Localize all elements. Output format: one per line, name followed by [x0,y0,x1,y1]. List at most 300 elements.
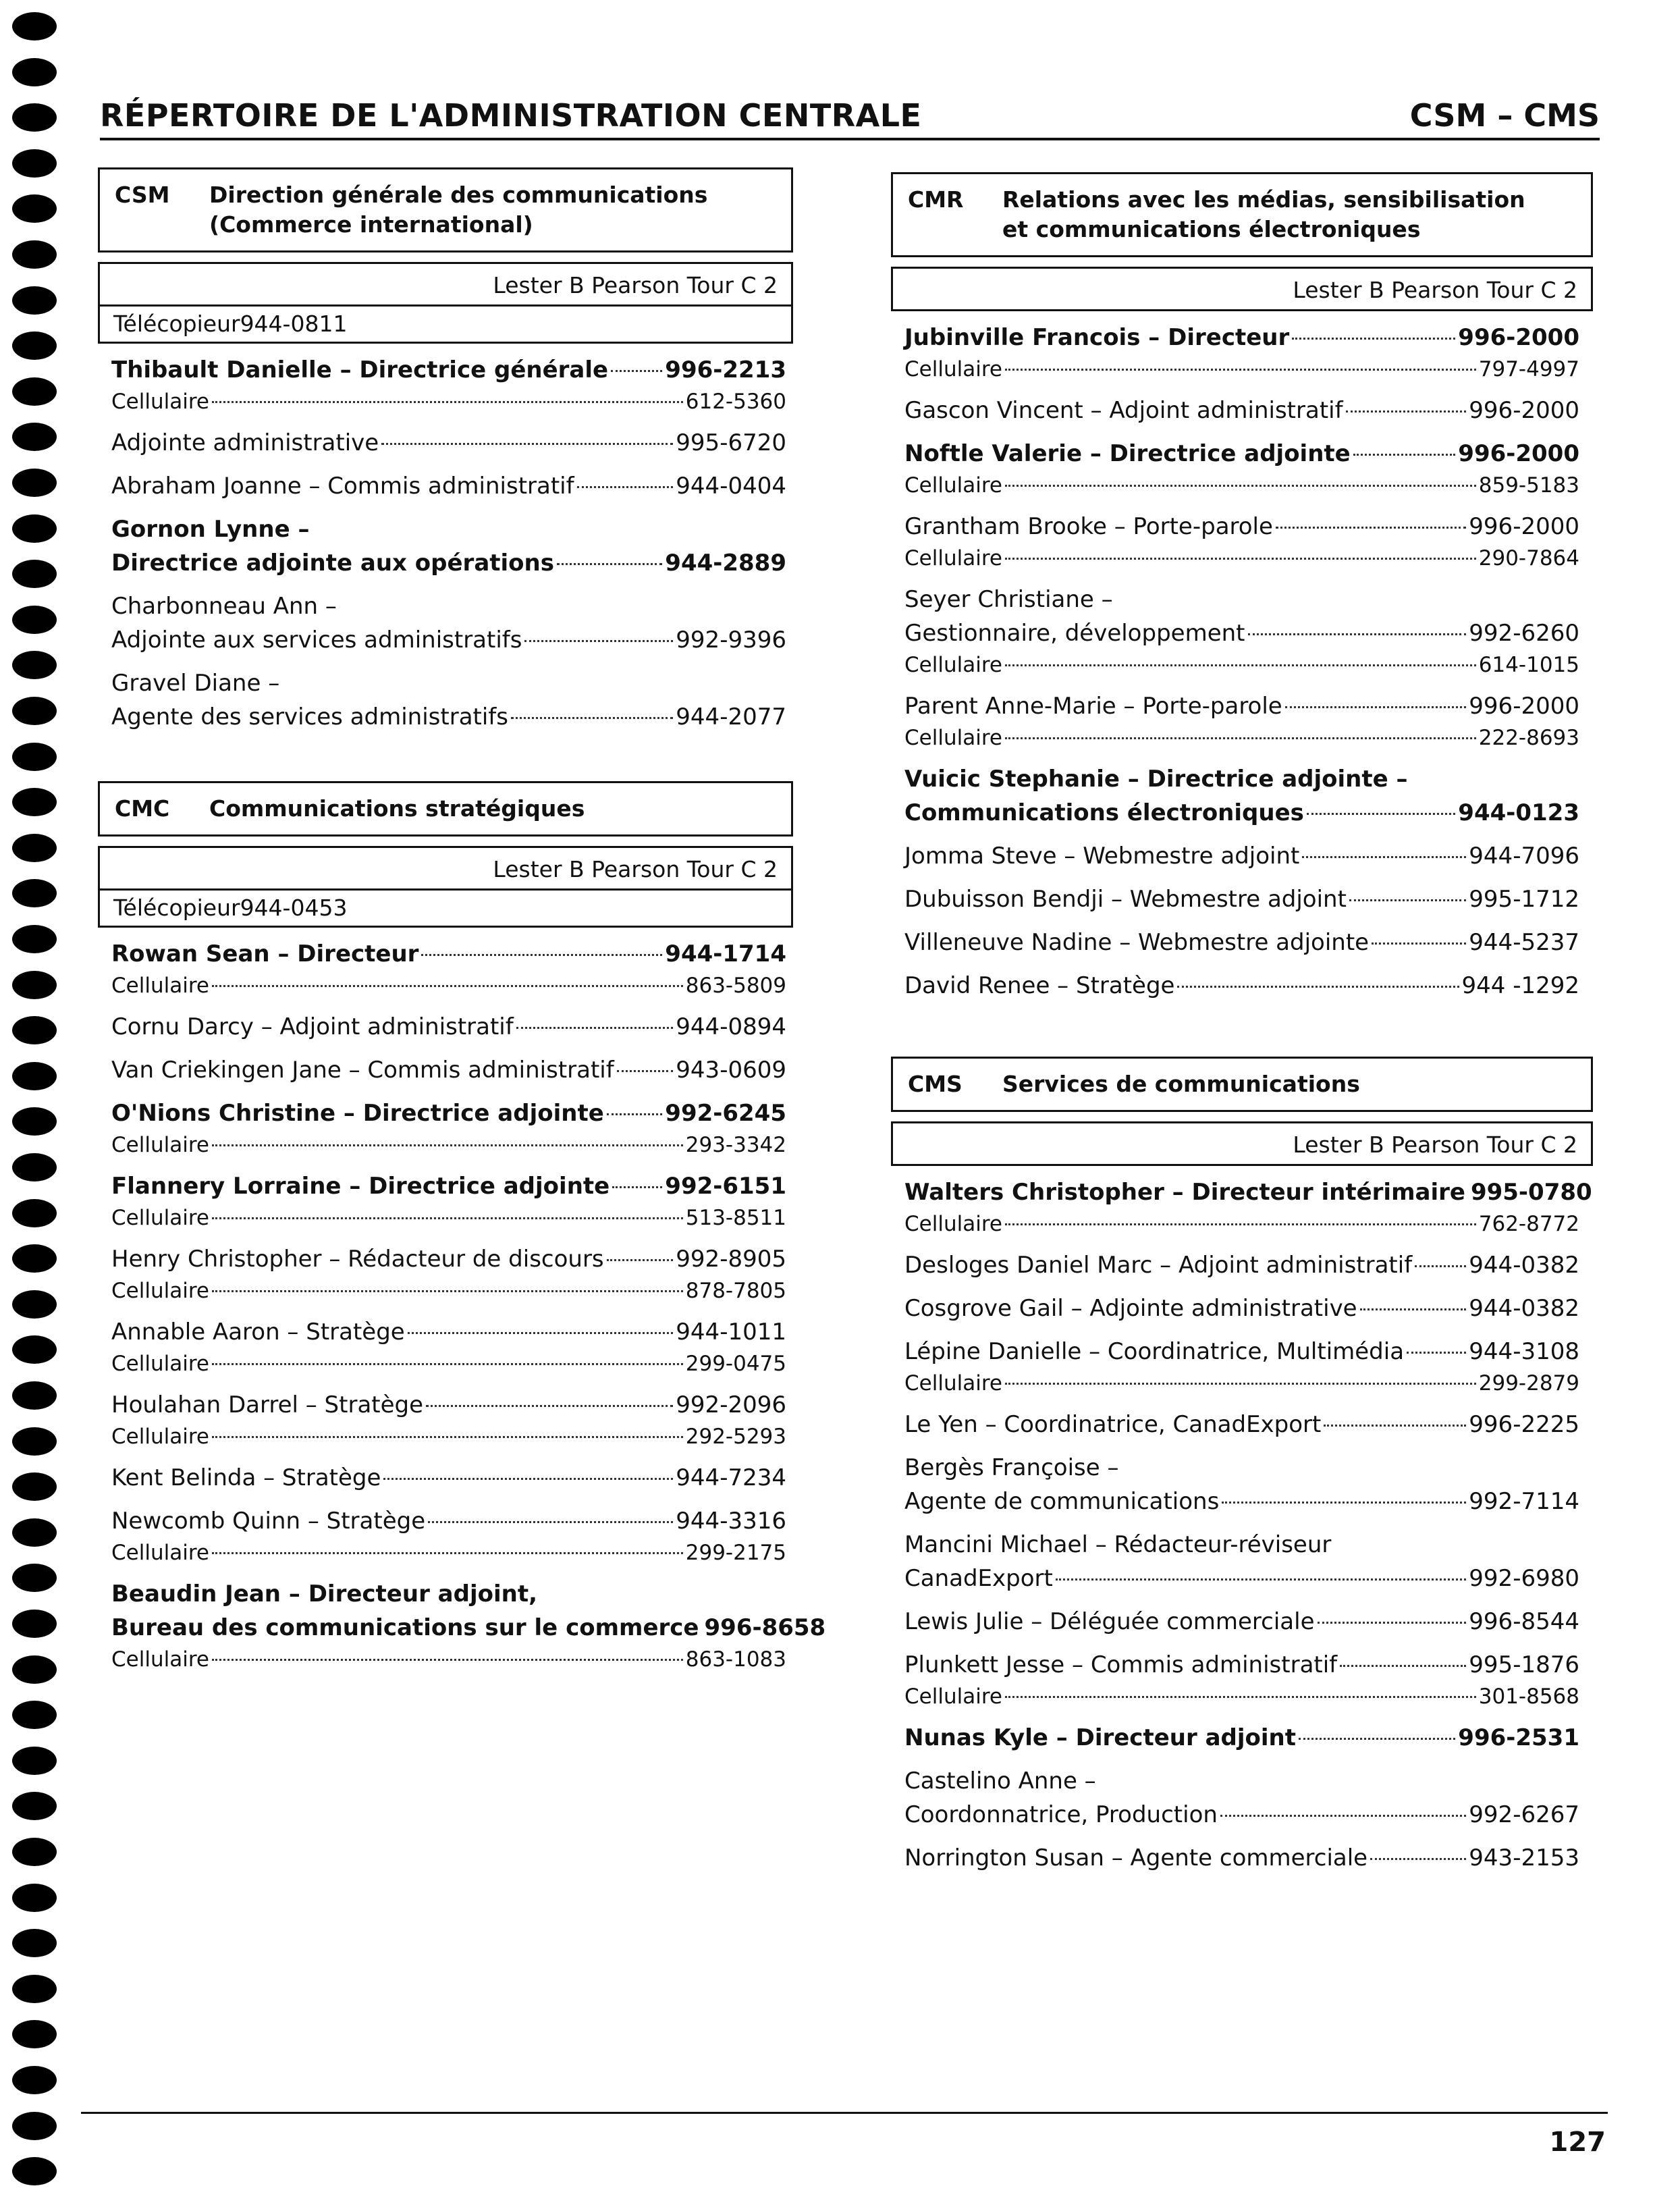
binding-hole [12,1062,57,1090]
entry-row [904,1335,1579,1369]
cell-label: Cellulaire [904,1212,1002,1236]
entry-name-line: Seyer Christiane – [904,586,1113,613]
section-title: Relations avec les médias, sensibilisation [1002,186,1525,213]
leader-dots [1302,856,1466,858]
cell-row [904,354,1579,384]
entry-name-line: Gornon Lynne – [111,516,310,543]
directory-entry [904,762,1579,830]
cell-row [111,1130,786,1160]
section-heading [98,781,793,836]
directory-entry [111,1010,786,1044]
entry-label: Thibault Danielle – Directrice générale [111,356,609,383]
entry-name-line: Beaudin Jean – Directeur adjoint, [111,1580,537,1608]
cell-label: Cellulaire [904,1371,1002,1396]
entry-row [904,1721,1579,1755]
entry-row [111,700,786,734]
binding-hole [12,1701,57,1729]
binding-hole [12,743,57,771]
directory-entry [904,1451,1579,1518]
entry-row [111,1504,786,1538]
leader-dots [212,1290,683,1292]
cell-label: Cellulaire [904,473,1002,498]
phone-number: 944-0894 [676,1013,786,1040]
directory-entry [111,1053,786,1087]
binding-hole [12,1518,57,1547]
cell-number: 513-8511 [685,1206,786,1230]
cell-label: Cellulaire [111,1647,209,1672]
leader-dots [557,563,662,565]
binding-hole [12,2112,57,2140]
binding-hole [12,12,57,41]
directory-entry [904,1605,1579,1639]
leader-dots [1353,454,1456,456]
entry-row [111,546,786,580]
leader-dots [577,486,674,488]
phone-number: 944-7234 [676,1464,786,1491]
binding-hole [12,925,57,953]
directory-entry [904,1528,1579,1595]
entry-row [904,882,1579,916]
cell-row [904,1369,1579,1398]
entry-row [111,426,786,460]
cell-row [904,1682,1579,1711]
entry-label: Gascon Vincent – Adjoint administratif [904,397,1343,424]
cell-number: 878-7805 [685,1279,786,1303]
building-location: Lester B Pearson Tour C 2 [493,272,778,298]
phone-number: 992-2096 [676,1391,786,1418]
leader-dots [1324,1425,1466,1427]
cell-number: 293-3342 [685,1133,786,1157]
entry-label: Houlahan Darrel – Stratège [111,1391,424,1418]
leader-dots [607,1259,674,1261]
binding-hole [12,1335,57,1364]
entry-label: O'Nions Christine – Directrice adjointe [111,1100,604,1127]
entry-label: Nunas Kyle – Directeur adjoint [904,1724,1296,1751]
leader-dots [426,1405,673,1407]
entry-label: Kent Belinda – Stratège [111,1464,381,1491]
entry-row [904,839,1579,873]
binding-hole [12,606,57,634]
leader-dots [1056,1578,1466,1580]
entry-row [111,1611,826,1645]
binding-hole [12,1472,57,1501]
entry-row [904,1175,1592,1209]
binding-hole [12,788,57,816]
leader-dots [1360,1308,1467,1310]
entry-row [111,623,786,657]
right-column [891,172,1593,1875]
cell-number: 299-2175 [685,1541,786,1565]
leader-dots [1370,1858,1466,1860]
section-title-line2: et communications électroniques [1002,216,1421,242]
entry-label: Abraham Joanne – Commis administratif [111,473,574,500]
directory-entry [904,1408,1579,1441]
cell-label: Cellulaire [111,1541,209,1565]
leader-dots [1222,1502,1466,1504]
binding-hole [12,1199,57,1227]
code-range: CSM – CMS [1409,97,1600,134]
cell-number: 301-8568 [1478,1684,1579,1709]
leader-dots [1005,369,1476,371]
leader-dots [516,1027,674,1029]
entry-row [111,1096,786,1130]
entry-row [111,1461,786,1495]
binding-hole [12,1610,57,1638]
cell-number: 290-7864 [1478,546,1579,570]
directory-entry [111,426,786,460]
entry-row [904,437,1579,471]
entry-label: Lépine Danielle – Coordinatrice, Multimédia [904,1338,1405,1365]
fax-row [100,888,791,926]
section-cmc [98,781,826,1674]
entry-label: Flannery Lorraine – Directrice adjointe [111,1173,610,1200]
leader-dots [1299,1738,1455,1740]
phone-number: 995-0780 [1470,1179,1592,1206]
directory-entry [904,321,1579,384]
phone-number: 995-1876 [1469,1651,1579,1678]
cell-row [111,1276,786,1306]
leader-dots [1407,1352,1466,1354]
phone-number: 992-7114 [1469,1488,1579,1515]
binding-hole [12,2066,57,2094]
directory-entry [111,1577,826,1674]
entry-label: Villeneuve Nadine – Webmestre adjointe [904,929,1370,956]
binding-hole [12,2020,57,2048]
cell-row [904,723,1579,753]
leader-dots [1005,558,1476,560]
entry-row [904,510,1579,543]
leader-dots [1177,986,1459,988]
section-code: CMC [115,795,170,822]
directory-entry [904,1721,1579,1755]
phone-number: 996-2000 [1458,324,1579,351]
cell-label: Cellulaire [111,390,209,414]
fax-number: 944-0453 [240,895,348,921]
section-code: CMR [908,186,964,213]
entry-label: Bureau des communications sur le commerce [111,1614,699,1641]
binding-hole [12,58,57,86]
entry-row [904,394,1579,427]
entry-list [891,1175,1593,1875]
entry-label: Adjointe administrative [111,429,379,456]
entry-row [904,1485,1579,1518]
directory-entry [904,926,1579,959]
footer-rule [81,2112,1608,2114]
leader-dots [1005,1223,1476,1225]
leader-dots [612,1186,662,1188]
entry-label: Communications électroniques [904,799,1304,826]
leader-dots [212,1144,683,1146]
entry-row [111,1169,786,1203]
cell-number: 863-5809 [685,974,786,998]
cell-label: Cellulaire [111,1425,209,1449]
leader-dots [607,1113,663,1115]
phone-number: 996-2000 [1469,397,1579,424]
entry-name-line: Mancini Michael – Rédacteur-réviseur [904,1531,1332,1558]
leader-dots [1292,338,1455,340]
directory-entry [904,510,1579,573]
entry-row [904,1408,1579,1441]
binding-hole [12,1381,57,1410]
entry-label: Lewis Julie – Déléguée commerciale [904,1608,1315,1635]
entry-name-line: Charbonneau Ann – [111,593,337,620]
building-location: Lester B Pearson Tour C 2 [1293,277,1577,303]
cell-row [904,543,1579,573]
cell-label: Cellulaire [904,357,1002,381]
section-code: CSM [115,182,170,208]
phone-number: 995-6720 [676,429,786,456]
cell-row [111,1203,786,1233]
phone-number: 944-3316 [676,1508,786,1535]
page-number: 127 [1549,2127,1606,2158]
page-title: RÉPERTOIRE DE L'ADMINISTRATION CENTRALE [100,97,922,134]
entry-label: Dubuisson Bendji – Webmestre adjoint [904,886,1347,913]
phone-number: 992-6267 [1469,1801,1579,1828]
entry-row [111,1053,786,1087]
section-heading [98,167,793,253]
entry-row [111,1010,786,1044]
leader-dots [212,1363,683,1365]
leader-dots [1307,813,1455,815]
leader-dots [212,1217,683,1219]
phone-number: 996-8658 [704,1614,826,1641]
directory-entry [111,1504,786,1568]
entry-row [904,1248,1579,1282]
phone-number: 944-0382 [1469,1295,1579,1322]
binding-hole [12,331,57,360]
binding-hole [12,194,57,223]
cell-label: Cellulaire [904,546,1002,570]
cell-number: 299-2879 [1478,1371,1579,1396]
binding-hole [12,697,57,725]
binding-hole [12,2157,57,2185]
cell-label: Cellulaire [111,1352,209,1376]
entry-row [111,353,786,387]
phone-number: 992-6151 [665,1173,786,1200]
binding-hole [12,1838,57,1866]
directory-entry [904,1335,1579,1398]
entry-label: Walters Christopher – Directeur intérimaire [904,1179,1465,1206]
leader-dots [212,985,683,987]
entry-label: Newcomb Quinn – Stratège [111,1508,426,1535]
entry-row [904,1798,1579,1832]
directory-entry [111,1315,786,1379]
phone-number: 996-2000 [1458,440,1579,467]
entry-row [904,1292,1579,1325]
binding-hole [12,1655,57,1684]
cell-row [111,971,786,1001]
entry-label: Grantham Brooke – Porte-parole [904,513,1273,540]
entry-label: Plunkett Jesse – Commis administratif [904,1651,1338,1678]
cell-number: 762-8772 [1478,1212,1579,1236]
binding-hole [12,240,57,269]
section-title: Communications stratégiques [209,795,585,822]
directory-entry [111,1242,786,1306]
entry-list [98,937,826,1674]
cell-row [111,1645,786,1674]
binding-hole [12,1107,57,1136]
building-location: Lester B Pearson Tour C 2 [493,856,778,882]
phone-number: 944-1714 [665,940,786,967]
phone-number: 943-0609 [676,1057,786,1084]
cell-row [111,1422,786,1452]
entry-name-line: Vuicic Stephanie – Directrice adjointe – [904,766,1408,793]
entry-row [111,1388,786,1422]
section-cms [891,1057,1593,1875]
cell-number: 614-1015 [1478,653,1579,677]
leader-dots [511,717,673,719]
entry-row [111,1315,786,1349]
binding-hole [12,879,57,907]
section-heading [891,172,1593,257]
entry-list [98,353,800,734]
entry-row [904,926,1579,959]
directory-entry [111,1388,786,1452]
building-box [891,1121,1593,1166]
entry-row [904,1841,1579,1875]
leader-dots [421,954,662,956]
entry-list [891,321,1593,1003]
entry-label: Desloges Daniel Marc – Adjoint administratif [904,1252,1413,1279]
binding-hole [12,834,57,862]
entry-label: Norrington Susan – Agente commerciale [904,1844,1368,1871]
building-box [98,262,793,344]
phone-number: 944-7096 [1469,843,1579,870]
directory-entry [904,1841,1579,1875]
leader-dots [212,401,683,403]
leader-dots [1005,737,1476,739]
cell-label: Cellulaire [111,974,209,998]
section-code: CMS [908,1071,963,1097]
directory-entry [904,1764,1579,1832]
binding-hole [12,1016,57,1044]
entry-row [904,969,1579,1003]
directory-entry [904,1648,1579,1711]
entry-name-line: Castelino Anne – [904,1768,1096,1795]
cell-number: 859-5183 [1478,473,1579,498]
entry-label: Directrice adjointe aux opérations [111,550,554,577]
entry-label: Noftle Valerie – Directrice adjointe [904,440,1351,467]
entry-row [904,796,1579,830]
cell-number: 292-5293 [685,1425,786,1449]
directory-entry [111,1096,786,1160]
phone-number: 944-0404 [676,473,786,500]
leader-dots [408,1332,674,1334]
entry-label: Cornu Darcy – Adjoint administratif [111,1013,514,1040]
leader-dots [383,1478,673,1480]
phone-number: 996-8544 [1469,1608,1579,1635]
directory-entry [111,666,786,734]
leader-dots [1005,1383,1476,1385]
binding-hole [12,1929,57,1957]
left-column [98,167,826,1674]
cell-label: Cellulaire [111,1206,209,1230]
phone-number: 992-6260 [1469,620,1579,647]
binding-hole [12,286,57,315]
entry-name-line: Gravel Diane – [111,670,280,697]
cell-number: 222-8693 [1478,726,1579,750]
cell-number: 863-1083 [685,1647,786,1672]
directory-entry [904,1175,1592,1239]
entry-label: Annable Aaron – Stratège [111,1319,405,1346]
cell-row [111,1349,786,1379]
leader-dots [1346,410,1467,413]
building-location: Lester B Pearson Tour C 2 [1293,1132,1577,1158]
directory-entry [904,1292,1579,1325]
section-title-line2: (Commerce international) [209,211,533,238]
leader-dots [524,640,673,642]
leader-dots [1248,633,1467,635]
binding-hole [12,1884,57,1912]
phone-number: 944-0382 [1469,1252,1579,1279]
leader-dots [1005,485,1476,487]
directory-entry [904,689,1579,753]
leader-dots [1372,942,1466,945]
binding-hole [12,149,57,178]
leader-dots [1285,706,1467,708]
leader-dots [1220,1815,1466,1817]
phone-number: 944-3108 [1469,1338,1579,1365]
directory-entry [111,353,786,417]
phone-number: 996-2000 [1469,513,1579,540]
section-csm [98,167,800,734]
phone-number: 992-6245 [665,1100,786,1127]
cell-label: Cellulaire [904,653,1002,677]
entry-label: David Renee – Stratège [904,972,1175,999]
page-header [100,95,1600,140]
building-box [98,846,793,928]
phone-number: 944-0123 [1458,799,1579,826]
leader-dots [428,1521,673,1523]
directory-entry [904,583,1579,680]
leader-dots [1005,1696,1476,1698]
cell-row [904,1209,1579,1239]
binding-hole [12,1564,57,1592]
phone-number: 992-8905 [676,1246,786,1273]
entry-row [904,1648,1579,1682]
phone-number: 996-2213 [665,356,786,383]
section-heading [891,1057,1593,1112]
leader-dots [1415,1265,1466,1267]
phone-number: 944-2889 [665,550,786,577]
phone-number: 943-2153 [1469,1844,1579,1871]
binding-hole [12,377,57,406]
fax-label: Télécopieur [113,311,240,337]
phone-number: 992-9396 [676,627,786,654]
binding-hole [12,1427,57,1456]
entry-label: CanadExport [904,1565,1053,1592]
entry-row [904,1562,1579,1595]
entry-row [904,689,1579,723]
directory-entry [111,1461,786,1495]
directory-entry [904,839,1579,873]
fax-row [100,304,791,342]
leader-dots [212,1659,683,1661]
directory-entry [904,394,1579,427]
phone-number: 944-2077 [676,703,786,730]
section-cmr [891,172,1593,1003]
entry-label: Parent Anne-Marie – Porte-parole [904,693,1282,720]
building-box [891,267,1593,311]
leader-dots [1340,1665,1466,1667]
binding-hole [12,560,57,588]
cell-label: Cellulaire [904,726,1002,750]
binding-hole [12,1792,57,1820]
entry-row [904,321,1579,354]
directory-entry [904,882,1579,916]
entry-label: Agente de communications [904,1488,1220,1515]
entry-label: Adjointe aux services administratifs [111,627,522,654]
